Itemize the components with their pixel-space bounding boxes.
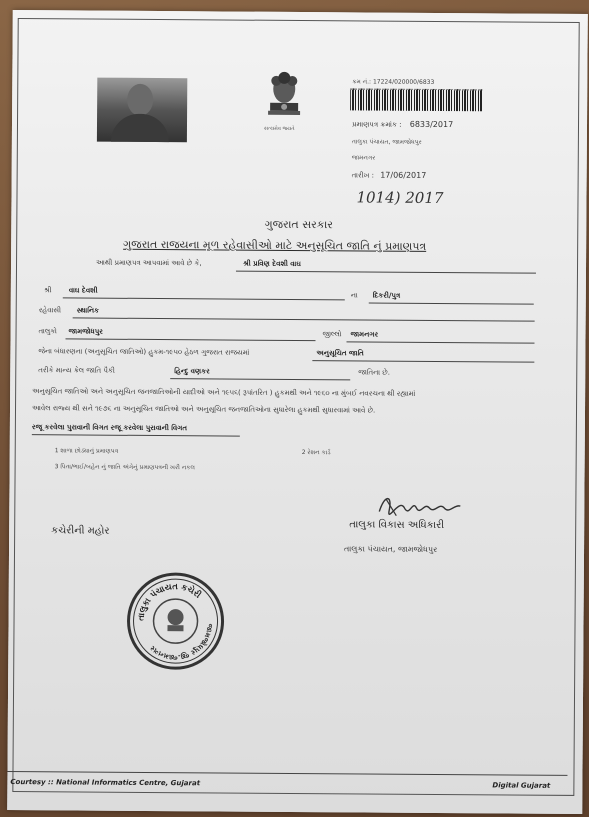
resident-value: સ્થાનિક	[76, 306, 100, 315]
paragraph-line-2: આવેલ રાજ્ય થી સને ૧૯૭૬ ના અનુસૂચિત જાતિઓ અને અનુસૂચિત જનજાતિઓના સુધારેલા હુકમથી સુધારવામાં આવે છે.	[31, 404, 376, 415]
applicant-name: શ્રી પ્રવિણ દેવશી વાઘ	[243, 259, 301, 269]
photo-head	[127, 84, 153, 116]
barcode	[350, 88, 482, 111]
shri-label: શ્રી	[43, 286, 52, 295]
national-emblem-icon	[260, 67, 308, 131]
father-name: વાઘ દેવશી	[68, 286, 98, 295]
header-district: જામનગર	[351, 154, 376, 162]
header-office: તાલુકા પંચાયત, જામજોધપુર	[351, 138, 422, 146]
relation: દિકરી/પુત્ર	[372, 291, 401, 300]
proof-item-1: 1 શાળા છોડ્યાનું પ્રમાણપત્ર	[54, 447, 119, 455]
taluka-label: તાલુકો	[38, 327, 57, 336]
proofs-heading: રજૂ કરવેલા પુરાવાની વિગત રજૂ કરવેલા પુરાવાની વિગત	[31, 423, 188, 433]
caste-value: હિન્દુ વણકર	[174, 367, 210, 376]
certificate-title: ગુજરાત રાજયના મૂળ રહેવાસીઓ માટે અનુસૂચિત જાતિ નું પ્રમાણપત્ર	[123, 237, 427, 253]
proof-item-3: 3 પિતા/ભાઈ/બહેન નું જાતિ અંગેનું પ્રમાણપત્રની ખરી નકલ	[54, 463, 196, 472]
title-government: ગુજરાત સરકાર	[264, 217, 334, 232]
proof-item-2: 2 રેશન કાર્ડ	[301, 449, 331, 457]
certificate-no-label: પ્રમાણપત્ર ક્રમાંક :	[351, 120, 402, 129]
taluka-value: જામજોધપુર	[68, 327, 103, 336]
seal-bottom-text: જામજોધપુર જી.જામનગર	[148, 623, 214, 662]
category-value: અનુસૂચિત જાતિ	[316, 349, 364, 358]
barcode-label: ક્રમ નં.: 17224/020000/6833	[352, 78, 435, 86]
resident-label: રહેવાસી	[38, 306, 62, 315]
footer-digital-gujarat: Digital Gujarat	[492, 781, 551, 790]
seal-top-text: તાલુકા પંચાયત કચેરી	[136, 582, 203, 622]
office-seal-icon	[125, 571, 226, 672]
certificate-paper	[7, 10, 588, 814]
office-seal-label: કચેરીની મહોર	[51, 525, 110, 537]
certificate-no: 6833/2017	[409, 119, 454, 130]
district-label: જીલ્લો	[322, 330, 342, 339]
paragraph-line-1: અનુસૂચિત જાતિઓ અને અનુસૂચિત જનજાતિઓની યાદીઓ અને ૧૯૫૬( રૂપાંતરિત ) હુકમથી અને ૧૯૬૦ ના મુંબઈ નવરચના થી રહ્યામાં	[32, 387, 416, 398]
caste-prefix: તરીકે માન્ય ક્રેલ જાતિ પૈકી	[38, 366, 115, 375]
officer-office: તાલુકા પંચાયત, જામજોધપુર	[344, 544, 438, 554]
photo-body	[111, 114, 169, 142]
applicant-photo	[97, 78, 187, 143]
intro-label: આથી પ્રમાણપત્ર આપવામાં આવે છે કે,	[96, 258, 202, 268]
issue-date: 17/06/2017	[380, 170, 427, 180]
emblem-caption: સત્યમેવ જયતે	[263, 125, 295, 132]
officer-signature-icon	[374, 490, 464, 521]
footer-courtesy: Courtesy :: National Informatics Centre, Gujarat	[10, 778, 201, 788]
officer-designation: તાલુકા વિકાસ અધિકારી	[349, 519, 445, 532]
caste-suffix: જાતિના છે.	[358, 368, 390, 377]
date-label: તારીખ :	[351, 171, 375, 180]
na-label: ના	[350, 291, 358, 300]
handwritten-number: 1014) 2017	[356, 188, 444, 208]
schedule-text: જેના બંધારણના (અનુસૂચિત જાતિઓ) હુકમ-૧૯૫૦ હેઠળ ગુજરાત રાજયમાં	[38, 347, 250, 357]
district-value: જામનગર	[350, 330, 379, 339]
